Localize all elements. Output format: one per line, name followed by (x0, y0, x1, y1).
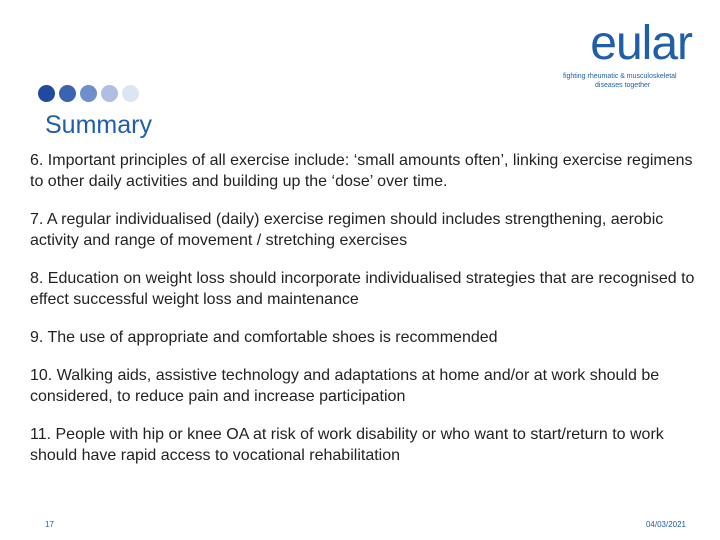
summary-point: 6. Important principles of all exercise include: ‘small amounts often’, linking exercise regimens to other daily activities and building up the ‘dose’ over time. (30, 152, 693, 190)
footer-date: 04/03/2021 (645, 520, 686, 529)
dot-1 (38, 85, 55, 102)
dot-3 (80, 85, 97, 102)
summary-point: 7. A regular individualised (daily) exercise regimen should includes strengthening, aerobic activity and range of movement / stretching exercises (30, 211, 664, 249)
logo-wordmark: eular (590, 17, 692, 70)
eular-logo (557, 17, 692, 90)
summary-point: 11. People with hip or knee OA at risk of work disability or who want to start/return to work should have rapid access to vocational rehabilitation (30, 426, 664, 464)
page-number: 17 (45, 520, 54, 529)
summary-point: 10. Walking aids, assistive technology and adaptations at home and/or at work should be considered, to reduce pain and increase participation (30, 367, 660, 405)
logo-tagline-line1: fighting rheumatic & musculoskeletal (563, 73, 677, 80)
dot-5 (122, 85, 139, 102)
dot-2 (59, 85, 76, 102)
summary-point: 9. The use of appropriate and comfortable shoes is recommended (30, 329, 498, 346)
dot-4 (101, 85, 118, 102)
summary-point: 8. Education on weight loss should incorporate individualised strategies that are recognised to effect successful weight loss and maintenance (30, 270, 695, 308)
logo-tagline (557, 72, 692, 90)
slide-content (30, 150, 700, 483)
slide-title: Summary (45, 111, 152, 139)
decorative-dots (38, 85, 139, 103)
logo-tagline-line2: diseases together (595, 82, 651, 89)
